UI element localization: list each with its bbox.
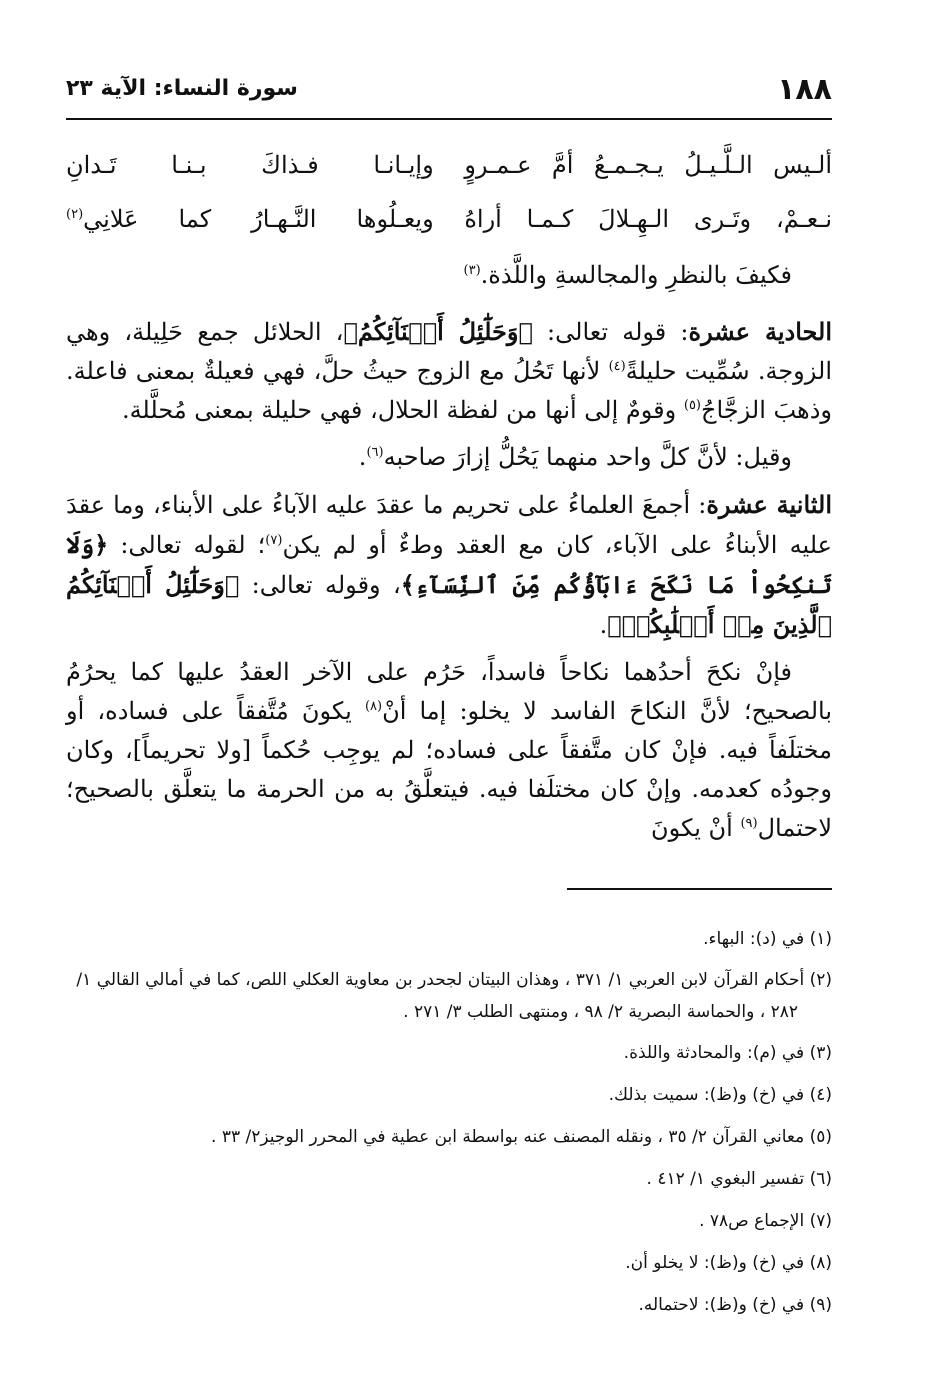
footnote-8: (٨) في (خ) و(ظ): لا يخلو أن. <box>625 1253 832 1273</box>
main-text <box>66 138 832 848</box>
footnote-3: (٣) في (م): والمحادثة واللذة. <box>623 1043 832 1063</box>
para-text: لأنها تَحُلُ مع الزوج حيثُ حلَّ، فهي فعيلةٌ بمعنى فاعلة. وذهبَ الزجَّاجُ <box>66 357 832 424</box>
verse-comment-text: فكيفَ بالنظرِ والمجالسةِ واللَّذة. <box>480 261 792 289</box>
footnote-ref-2: (٢) <box>66 207 84 222</box>
para-text: ، الحلائل جمع حَلِيلة، وهي الزوجة. سُمِّيت حليلةً <box>66 318 832 385</box>
footnote-7: (٧) الإجماع ص٧٨ . <box>699 1211 832 1231</box>
section-lead-eleventh: الحادية عشرة <box>688 317 833 346</box>
paragraph-twelfth: الثانية عشرة: أجمعَ العلماءُ على تحريم ما عقدَ عليه الآباءُ على الأبناء، وما عقدَ عليه الأبناءُ على الآباء، كان مع العقد وطءٌ أو لم يكن$^{(٧)}$؛ لقوله تعالى: ﴿وَلَا تَنكِحُواْ مَا نَكَحَ ءَابَآؤُكُم مِّنَ ٱلنِّسَآءِ﴾، وقوله تعالى: ﴿وَحَلَٰٓئِلُ أَبۡنَآئِكُمُ ٱلَّذِينَ مِنۡ أَصۡلَٰبِكُمۡ﴾. <box>66 490 833 639</box>
footnote-1: (١) في (د): البهاء. <box>703 929 832 949</box>
footnotes <box>66 918 832 1326</box>
para-text: وقومٌ إلى أنها من لفظة الحلال، فهي حليلة بمعنى مُحلَّلة. <box>121 396 684 424</box>
footnote-ref-3: (٣) <box>463 263 481 278</box>
verse-2-second-text: ويعـلُوها النَّـهـارُ كما عَلانِي <box>83 205 434 233</box>
para-text: أنْ يكونَ <box>650 814 741 842</box>
footnote-4: (٤) في (خ) و(ظ): سميت بذلك. <box>608 1085 832 1105</box>
quran-quote: ﴿وَحَلَٰٓئِلُ أَبۡنَآئِكُمُ ٱلَّذِينَ مِنۡ أَصۡلَٰبِكُمۡ﴾ <box>66 570 832 639</box>
footnote-ref-9: (٩) <box>740 816 758 831</box>
para-text: وقيل: لأنَّ كلَّ واحد منهما يَحُلُّ إزارَ صاحبه <box>383 443 792 471</box>
quran-quote: ﴿وَلَا تَنكِحُواْ مَا نَكَحَ ءَابَآؤُكُم مِّنَ ٱلنِّسَآءِ﴾ <box>66 530 833 599</box>
footnote-ref-7: (٧) <box>265 533 283 548</box>
quran-quote: ﴿وَحَلَٰٓئِلُ أَبۡنَآئِكُمُ﴾ <box>343 317 533 346</box>
footnote-ref-5: (٥) <box>683 398 701 413</box>
verse-2-second-hemistich <box>66 205 434 233</box>
verse-line-2 <box>66 192 832 246</box>
footnote-ref-8: (٨) <box>364 699 383 714</box>
verse-comment <box>66 246 832 304</box>
page-number: ١٨٨ <box>777 72 832 107</box>
para-text: فإنْ نكحَ أحدُهما نكاحاً فاسداً، حَرُم على الآخر العقدُ عليها كما يحرُمُ بالصحيح؛ لأنَّ النكاحَ الفاسد لا يخلو: إما أنْ <box>66 658 833 725</box>
verse-1-first-hemistich: ألـيس الـلَّـيـلُ يـجـمـعُ أمَّ عـمـروٍ <box>464 151 832 179</box>
footnote-2: (٢) أحكام القرآن لابن العربي ١/ ٣٧١ ، وهذان البيتان لجحدر بن معاوية العكلي اللص، كما في أمالي القالي ١/ ٢٨٢ ، والحماسة البصرية ٢/ ٩٨ ، ومنتهى الطلب ٣/ ٢٧١ . <box>76 970 832 1022</box>
page-header <box>66 70 832 114</box>
para-text: : قوله تعالى: <box>532 318 689 346</box>
header-rule <box>66 118 832 120</box>
footnote-9: (٩) في (خ) و(ظ): لاحتماله. <box>638 1295 832 1315</box>
footnote-ref-6: (٦) <box>366 445 384 460</box>
para-text: ؛ لقوله تعالى: <box>108 531 266 559</box>
footnote-6: (٦) تفسير البغوي ١/ ٤١٢ . <box>646 1169 832 1189</box>
paragraph-ruling <box>66 653 832 848</box>
verse-1-second-hemistich: وإيـانـا فـذاكَ بـنـا تَـدانِ <box>66 151 434 179</box>
footnote-ref-4: (٤) <box>608 359 626 374</box>
paragraph-opinion: وقيل: لأنَّ كلَّ واحد منهما يَحُلُّ إزارَ صاحبه$^{(٦)}$. <box>358 443 792 471</box>
para-text: ، وقوله تعالى: <box>239 571 401 599</box>
footnote-5: (٥) معاني القرآن ٢/ ٣٥ ، ونقله المصنف عنه بواسطة ابن عطية في المحرر الوجيز٢/ ٣٣ . <box>211 1127 832 1147</box>
section-lead-twelfth: الثانية عشرة <box>706 490 832 519</box>
running-title: سورة النساء: الآية ٢٣ <box>66 76 298 101</box>
para-text: : أجمعَ العلماءُ على تحريم ما عقدَ عليه الآباءُ على الأبناء، وما عقدَ عليه الأبناءُ على الآباء، كان مع العقد وطءٌ أو لم يكن <box>66 491 832 559</box>
verse-2-first-hemistich: نـعـمْ، وتَـرى الـهِـلالَ كـمـا أراهُ <box>464 205 832 233</box>
para-text: يكونَ مُتَّفقاً على فساده، أو مختلَفاً فيه. فإنْ كان متَّفقاً على فساده؛ لم يوجِب حُكماً [ولا تحريماً]، وكان وجودُه كعدمه. وإنْ كان مختلَفا فيه. فيتعلَّقُ به من الحرمة ما يتعلَّق بالصحيح؛ لاحتمال <box>66 697 832 842</box>
verse-line-1 <box>66 138 832 192</box>
footnote-separator <box>567 888 832 890</box>
paragraph-eleventh <box>66 312 832 430</box>
